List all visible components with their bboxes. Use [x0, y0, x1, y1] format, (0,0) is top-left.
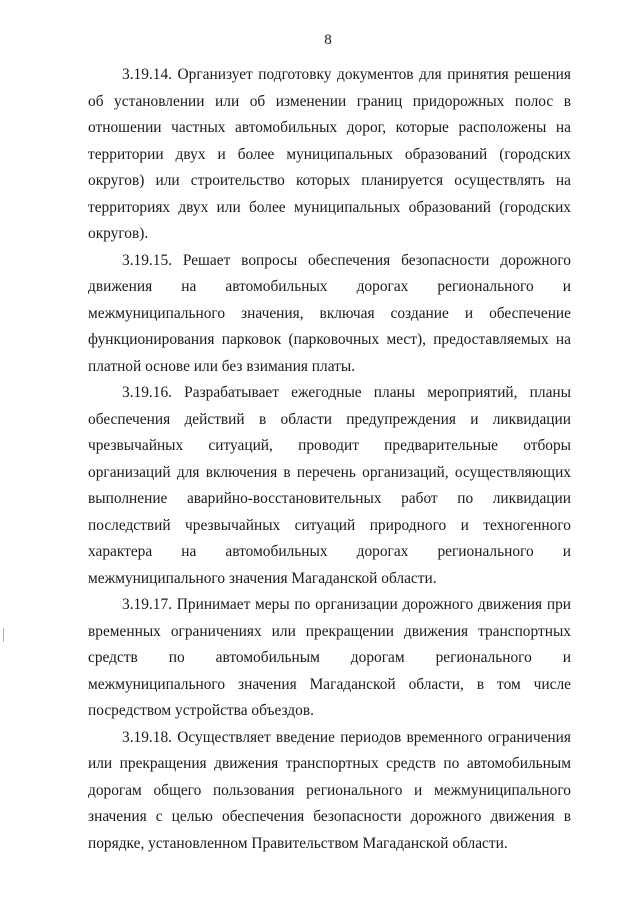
paragraph-3-19-18: 3.19.18. Осуществляет введение периодов временного ограничения или прекращения движения транспортных средств по автомобильным дорогам общего пользования регионального и межмуниципального значения с целью обеспечения безопасности дорожного движения в порядке, установленном Правительством Магаданской области. [88, 728, 571, 852]
scan-margin-mark [3, 628, 4, 642]
paragraph-3-19-15: 3.19.15. Решает вопросы обеспечения безопасности дорожного движения на автомобильных дорогах регионального и межмуниципального значения, включая создание и обеспечение функционирования парковок (парковочных мест), предоставляемых на платной основе или без взимания платы. [88, 251, 571, 375]
page-number: 8 [324, 32, 332, 48]
paragraph-3-19-17: 3.19.17. Принимает меры по организации дорожного движения при временных ограничениях или прекращении движения транспортных средств по автомобильным дорогам регионального и межмуниципального значения Магаданской области, в том числе посредством устройства объездов. [88, 596, 571, 719]
document-body [88, 62, 571, 857]
paragraph-3-19-16: 3.19.16. Разрабатывает ежегодные планы мероприятий, планы обеспечения действий в области предупреждения и ликвидации чрезвычайных ситуаций, проводит предварительные отборы организаций для включения в перечень организаций, осуществляющих выполнение аварийно-восстановительных работ по ликвидации последствий чрезвычайных ситуаций природного и техногенного характера на автомобильных дорогах регионального и межмуниципального значения Магаданской области. [88, 384, 571, 587]
paragraph-3-19-14: 3.19.14. Организует подготовку документов для принятия решения об установлении или об изменении границ придорожных полос в отношении частных автомобильных дорог, которые расположены на территории двух и более муниципальных образований (городских округов) или строительство которых планируется осуществлять на территориях двух или более муниципальных образований (городских округов). [88, 66, 571, 242]
